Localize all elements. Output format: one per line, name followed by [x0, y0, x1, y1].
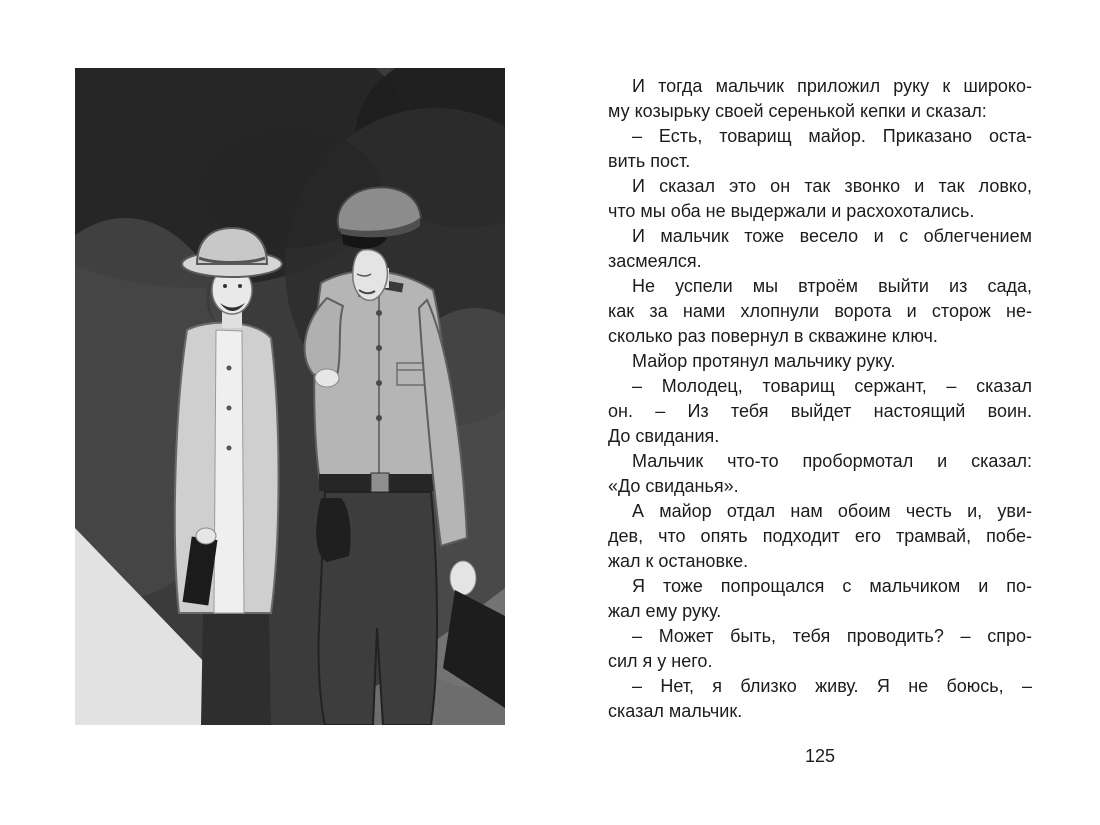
paragraph: [608, 274, 1032, 349]
paragraph: [608, 349, 1032, 374]
paragraph: [608, 499, 1032, 574]
text-line: жал к остановке.: [608, 551, 749, 571]
text-line: Не успели мы втроём выйти из сада,: [632, 276, 1032, 296]
page-number: 125: [804, 746, 836, 766]
paragraph: [608, 449, 1032, 499]
text-line: дев, что опять подходит его трамвай, побе-: [608, 526, 1032, 546]
text-line: И сказал это он так звонко и так ловко,: [632, 176, 1032, 196]
text-line: вить пост.: [608, 151, 691, 171]
text-column: [608, 74, 1032, 724]
paragraph: [608, 124, 1032, 174]
paragraph: [608, 574, 1032, 624]
paragraph: [608, 224, 1032, 274]
text-line: что мы оба не выдержали и расхохотались.: [608, 201, 975, 221]
text-line: как за нами хлопнули ворота и сторож не-: [608, 301, 1032, 321]
text-line: сказал мальчик.: [608, 701, 743, 721]
text-line: – Может быть, тебя проводить? – спро-: [632, 626, 1032, 646]
text-line: он. – Из тебя выйдет настоящий воин.: [608, 401, 1032, 421]
text-line: Майор протянул мальчику руку.: [632, 351, 896, 371]
text-line: жал ему руку.: [608, 601, 722, 621]
text-line: Мальчик что-то пробормотал и сказал:: [632, 451, 1032, 471]
text-line: Я тоже попрощался с мальчиком и по-: [632, 576, 1032, 596]
text-line: му козырьку своей серенькой кепки и сказал:: [608, 101, 987, 121]
text-line: До свидания.: [608, 426, 720, 446]
book-illustration: [75, 68, 505, 725]
text-line: сколько раз повернул в скважине ключ.: [608, 326, 938, 346]
text-line: И тогда мальчик приложил руку к широко-: [632, 76, 1032, 96]
text-line: А майор отдал нам обоим честь и, уви-: [632, 501, 1032, 521]
paragraph: [608, 674, 1032, 724]
paragraph: [608, 624, 1032, 674]
paragraph: [608, 74, 1032, 124]
text-line: – Есть, товарищ майор. Приказано оста-: [632, 126, 1032, 146]
paragraph: [608, 174, 1032, 224]
text-line: И мальчик тоже весело и с облегчением: [632, 226, 1032, 246]
text-line: засмеялся.: [608, 251, 702, 271]
text-line: сил я у него.: [608, 651, 713, 671]
paragraph: [608, 374, 1032, 449]
illustration-svg: [75, 68, 505, 725]
text-line: – Молодец, товарищ сержант, – сказал: [632, 376, 1032, 396]
text-line: – Нет, я близко живу. Я не боюсь, –: [632, 676, 1032, 696]
text-line: «До свиданья».: [608, 476, 739, 496]
